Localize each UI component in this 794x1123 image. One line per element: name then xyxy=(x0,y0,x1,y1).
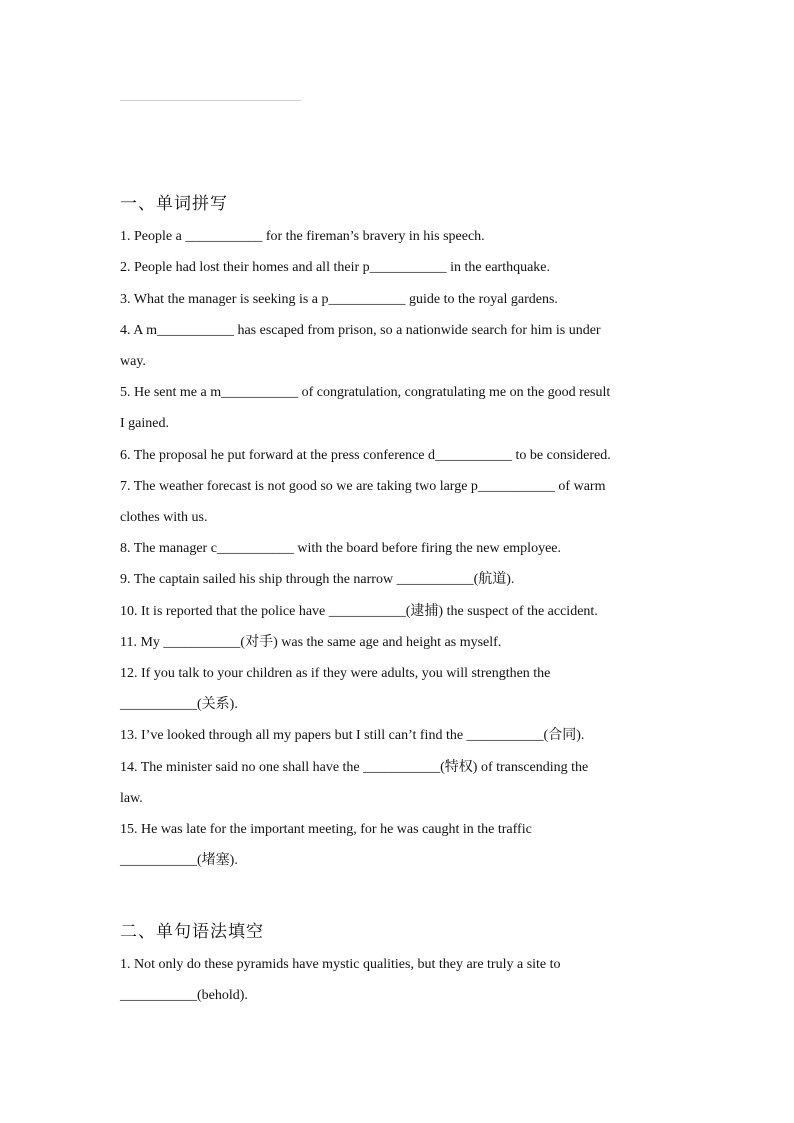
exercise-line: I gained. xyxy=(120,416,169,431)
section-heading-grammar: 二、单句语法填空 xyxy=(120,922,264,942)
exercise-line: 3. What the manager is seeking is a p___________ guide to the royal gardens. xyxy=(120,292,558,307)
exercise-line: 10. It is reported that the police have ___________(逮捕) the suspect of the accident. xyxy=(120,604,598,619)
exercise-line: 11. My ___________(对手) was the same age and height as myself. xyxy=(120,635,502,650)
header-rule xyxy=(120,100,301,101)
exercise-line: 2. People had lost their homes and all their p___________ in the earthquake. xyxy=(120,260,551,275)
exercise-line: 6. The proposal he put forward at the press conference d___________ to be considered. xyxy=(120,448,611,463)
exercise-line: ___________(behold). xyxy=(120,988,248,1003)
exercise-line: 5. He sent me a m___________ of congratulation, congratulating me on the good result xyxy=(120,385,611,400)
exercise-line: ___________(堵塞). xyxy=(120,853,238,868)
exercise-line: 9. The captain sailed his ship through the narrow ___________(航道). xyxy=(120,572,515,587)
exercise-line: 8. The manager c___________ with the board before firing the new employee. xyxy=(120,541,561,556)
exercise-line: clothes with us. xyxy=(120,510,208,525)
exercise-line: 14. The minister said no one shall have the ___________(特权) of transcending the xyxy=(120,760,589,775)
exercise-line: 1. Not only do these pyramids have mystic qualities, but they are truly a site to xyxy=(120,957,561,972)
exercise-line: law. xyxy=(120,791,143,806)
exercise-line: 1. People a ___________ for the fireman’s bravery in his speech. xyxy=(120,229,485,244)
exercise-line: 13. I’ve looked through all my papers but I still can’t find the ___________(合同). xyxy=(120,728,585,743)
exercise-line: 12. If you talk to your children as if they were adults, you will strengthen the xyxy=(120,666,551,681)
section-heading-spelling: 一、单词拼写 xyxy=(120,194,228,214)
exercise-line: 7. The weather forecast is not good so we are taking two large p___________ of warm xyxy=(120,479,606,494)
exercise-line: 15. He was late for the important meeting, for he was caught in the traffic xyxy=(120,822,532,837)
exercise-line: 4. A m___________ has escaped from prison, so a nationwide search for him is under xyxy=(120,323,601,338)
exercise-line: way. xyxy=(120,354,146,369)
exercise-line: ___________(关系). xyxy=(120,697,238,712)
